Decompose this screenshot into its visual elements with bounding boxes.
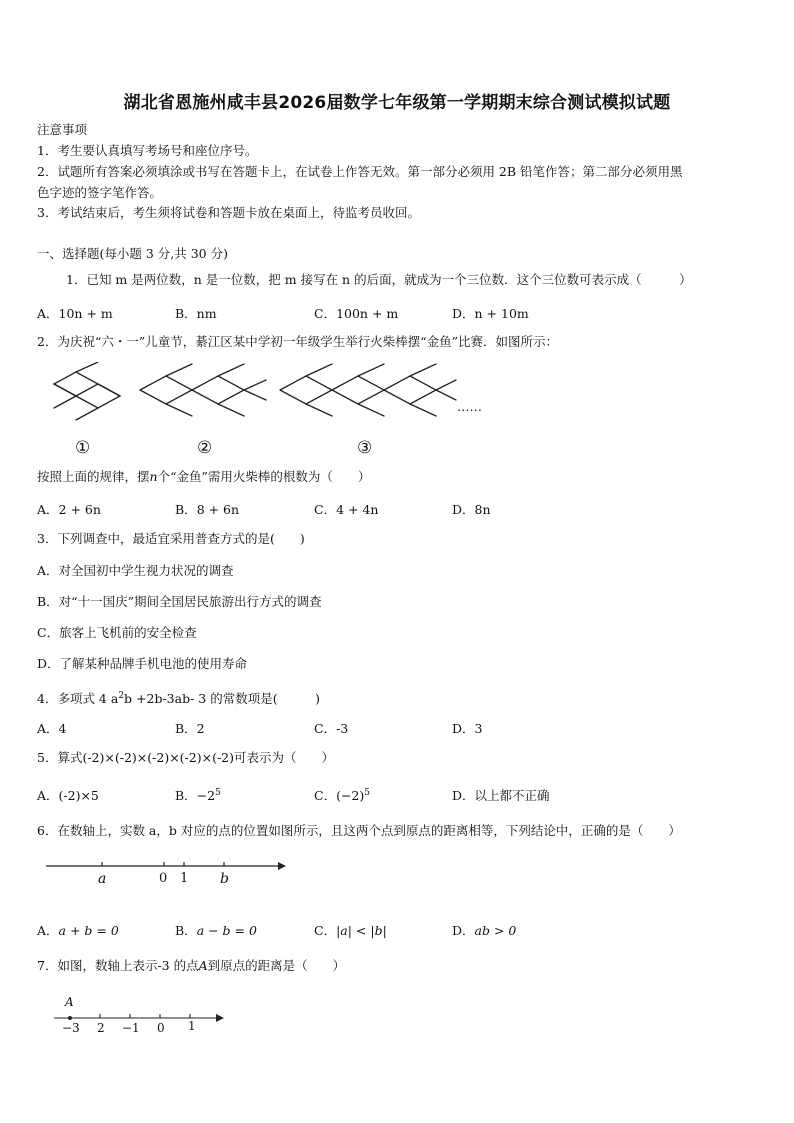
q5-option-c <box>314 786 370 804</box>
q4-stem-a: 4．多项式 4 a <box>37 691 119 707</box>
fish-1 <box>54 362 120 420</box>
q7-stem-a: 7．如图，数轴上表示-3 的点 <box>37 958 199 973</box>
matchstick-fish-figure <box>40 362 500 422</box>
option-letter: C． <box>314 502 337 517</box>
q3-option-c: C．旅客上飞机前的安全检查 <box>37 625 197 640</box>
q3-option-d: D．了解某种品牌手机电池的使用寿命 <box>37 656 248 671</box>
option-letter: B． <box>175 788 197 803</box>
option-letter: C． <box>314 923 337 938</box>
q5-stem: 5．算式(-2)×(-2)×(-2)×(-2)×(-2)可表示为（ ） <box>37 750 334 765</box>
option-base: −2 <box>196 788 216 803</box>
page-title: 湖北省恩施州咸丰县2026届数学七年级第一学期期末综合测试模拟试题 <box>123 93 671 113</box>
q3-option-b: B．对“十一国庆”期间全国居民旅游出行方式的调查 <box>37 594 322 609</box>
q2-option-d <box>452 500 491 518</box>
axis-label-neg1: −1 <box>122 1021 140 1035</box>
q2-option-b <box>175 500 239 518</box>
q6-option-d <box>452 921 516 939</box>
q1-option-a: A．10n + m <box>37 306 113 321</box>
point-a-marker <box>68 1016 72 1020</box>
q4-option-b: B．2 <box>175 721 205 736</box>
option-letter: D． <box>452 923 475 938</box>
notice-item: 3．考试结束后，考生须将试卷和答题卡放在桌面上，待监考员收回。 <box>37 205 420 220</box>
q7-stem <box>37 958 345 974</box>
number-line-q6 <box>44 856 294 890</box>
figure-label-3: ③ <box>357 438 373 458</box>
option-text: (-2)×5 <box>58 788 99 803</box>
q4-option-a: A．4 <box>37 721 67 736</box>
option-letter: A． <box>37 502 59 517</box>
q4-option-c: C．-3 <box>314 721 349 736</box>
axis-label-b: b <box>220 871 229 887</box>
axis-label-neg3: −3 <box>62 1021 80 1035</box>
axis-label-0: 0 <box>157 1021 165 1035</box>
q4-stem-b: b +2b-3ab- 3 的常数项是( ) <box>124 691 320 707</box>
axis-label-0: 0 <box>159 871 168 886</box>
option-text: 以上都不正确 <box>474 788 550 803</box>
axis-label-1: 1 <box>180 871 189 886</box>
axis-label-a: a <box>98 871 107 887</box>
option-letter: B． <box>175 502 197 517</box>
q4-option-d: D．3 <box>452 721 483 736</box>
q4-stem <box>37 688 320 707</box>
figure-ellipsis: …… <box>457 399 482 414</box>
q5-option-d <box>452 786 550 804</box>
option-letter: A． <box>37 788 59 803</box>
q1-option-b: B．nm <box>175 306 217 321</box>
q2-stem2 <box>37 469 370 485</box>
arrow-icon <box>278 862 286 870</box>
option-expr: a − b = 0 <box>196 923 257 938</box>
q6-option-b <box>175 921 257 939</box>
option-expr: 8 + 6n <box>196 502 240 517</box>
axis-label-1: 1 <box>188 1019 196 1033</box>
q1-option-d: D．n + 10m <box>452 306 529 321</box>
q3-stem: 3．下列调查中，最适宜采用普查方式的是( ) <box>37 531 305 546</box>
option-expr: 4 + 4n <box>336 502 379 517</box>
axis-label-A: A <box>65 995 74 1009</box>
q2-option-c <box>314 500 378 518</box>
q6-option-a <box>37 921 119 939</box>
q2-option-a <box>37 500 101 518</box>
q2-stem2-var: n <box>149 469 158 484</box>
option-expr: 2 + 6n <box>58 502 101 517</box>
option-expr: ab > 0 <box>474 923 517 938</box>
option-letter: B． <box>175 923 197 938</box>
figure-label-2: ② <box>197 438 213 458</box>
q1-stem: 1．已知 m 是两位数，n 是一位数，把 m 接写在 n 的后面，就成为一个三位数．这个三位数可表示成（ ） <box>66 272 692 287</box>
arrow-icon <box>216 1014 224 1022</box>
option-letter: A． <box>37 923 59 938</box>
q7-stem-b: 到原点的距离是（ ） <box>207 958 346 973</box>
notice-item: 色字迹的签字笔作答。 <box>37 185 163 200</box>
option-exp: 5 <box>364 787 370 798</box>
section-heading: 一、选择题(每小题 3 分,共 30 分) <box>37 246 228 261</box>
notice-heading: 注意事项 <box>37 122 88 137</box>
option-letter: D． <box>452 502 475 517</box>
notice-item: 1．考生要认真填写考场号和座位序号。 <box>37 143 258 158</box>
q2-stem2-text: 按照上面的规律，摆 <box>37 469 150 484</box>
q2-stem: 2．为庆祝“六・一”儿童节，綦江区某中学初一年级学生举行火柴棒摆“金鱼”比赛．如图所示： <box>37 334 559 349</box>
q4-sup: 2 <box>118 691 125 701</box>
option-base: (−2) <box>336 788 365 803</box>
notice-item: 2．试题所有答案必须填涂或书写在答题卡上，在试卷上作答无效。第一部分必须用 2B 铅笔作答；第二部分必须用黑 <box>37 164 683 179</box>
q6-option-c <box>314 921 387 939</box>
option-expr: |a| < |b| <box>336 923 387 938</box>
q7-var: A <box>198 958 208 973</box>
q5-option-a <box>37 786 99 804</box>
option-expr: 8n <box>474 502 491 517</box>
option-letter: C． <box>314 788 337 803</box>
figure-label-1: ① <box>75 438 91 458</box>
axis-label-2: 2 <box>97 1021 105 1035</box>
q6-stem: 6．在数轴上，实数 a，b 对应的点的位置如图所示，且这两个点到原点的距离相等，下列结论中，正确的是（ ） <box>37 823 681 838</box>
option-exp: 5 <box>215 787 221 798</box>
q5-option-b <box>175 786 221 804</box>
q1-option-c: C．100n + m <box>314 306 399 321</box>
option-expr: a + b = 0 <box>58 923 119 938</box>
option-letter: D． <box>452 788 475 803</box>
q2-stem2-rest: 个“金鱼”需用火柴棒的根数为（ ） <box>157 469 371 484</box>
q3-option-a: A．对全国初中学生视力状况的调查 <box>37 563 234 578</box>
